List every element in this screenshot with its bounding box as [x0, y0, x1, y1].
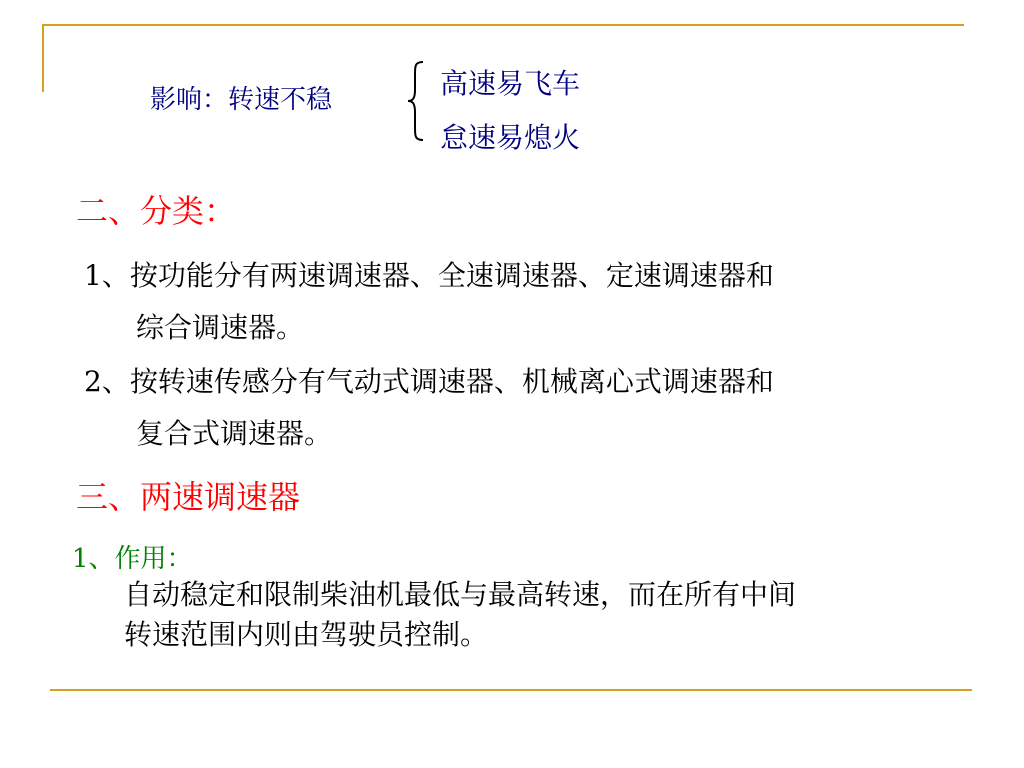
section-heading-classification: 二、分类： [76, 192, 237, 230]
classification-item-line: 2、按转速传感分有气动式调速器、机械离心式调速器和 [84, 365, 774, 398]
classification-item-continuation: 复合式调速器。 [136, 417, 333, 450]
classification-item [84, 250, 774, 354]
classification-item-continuation: 综合调速器。 [136, 311, 305, 344]
impact-item-idle-speed: 怠速易熄火 [440, 121, 581, 154]
function-description-line: 转速范围内则由驾驶员控制。 [124, 618, 489, 651]
impact-label: 影响：转速不稳 [150, 85, 333, 115]
function-description [124, 575, 796, 655]
classification-item-line: 1、按功能分有两速调速器、全速调速器、定速调速器和 [84, 259, 774, 292]
bottom-rule [50, 689, 972, 691]
top-rule [42, 24, 964, 26]
classification-item [84, 356, 774, 460]
section-heading-two-speed-governor: 三、两速调速器 [76, 478, 301, 516]
left-rule [42, 24, 44, 92]
function-subheading: 1、作用： [72, 544, 193, 574]
curly-brace-icon [405, 60, 427, 142]
function-description-line: 自动稳定和限制柴油机最低与最高转速，而在所有中间 [124, 578, 797, 611]
impact-item-high-speed: 高速易飞车 [440, 67, 581, 100]
